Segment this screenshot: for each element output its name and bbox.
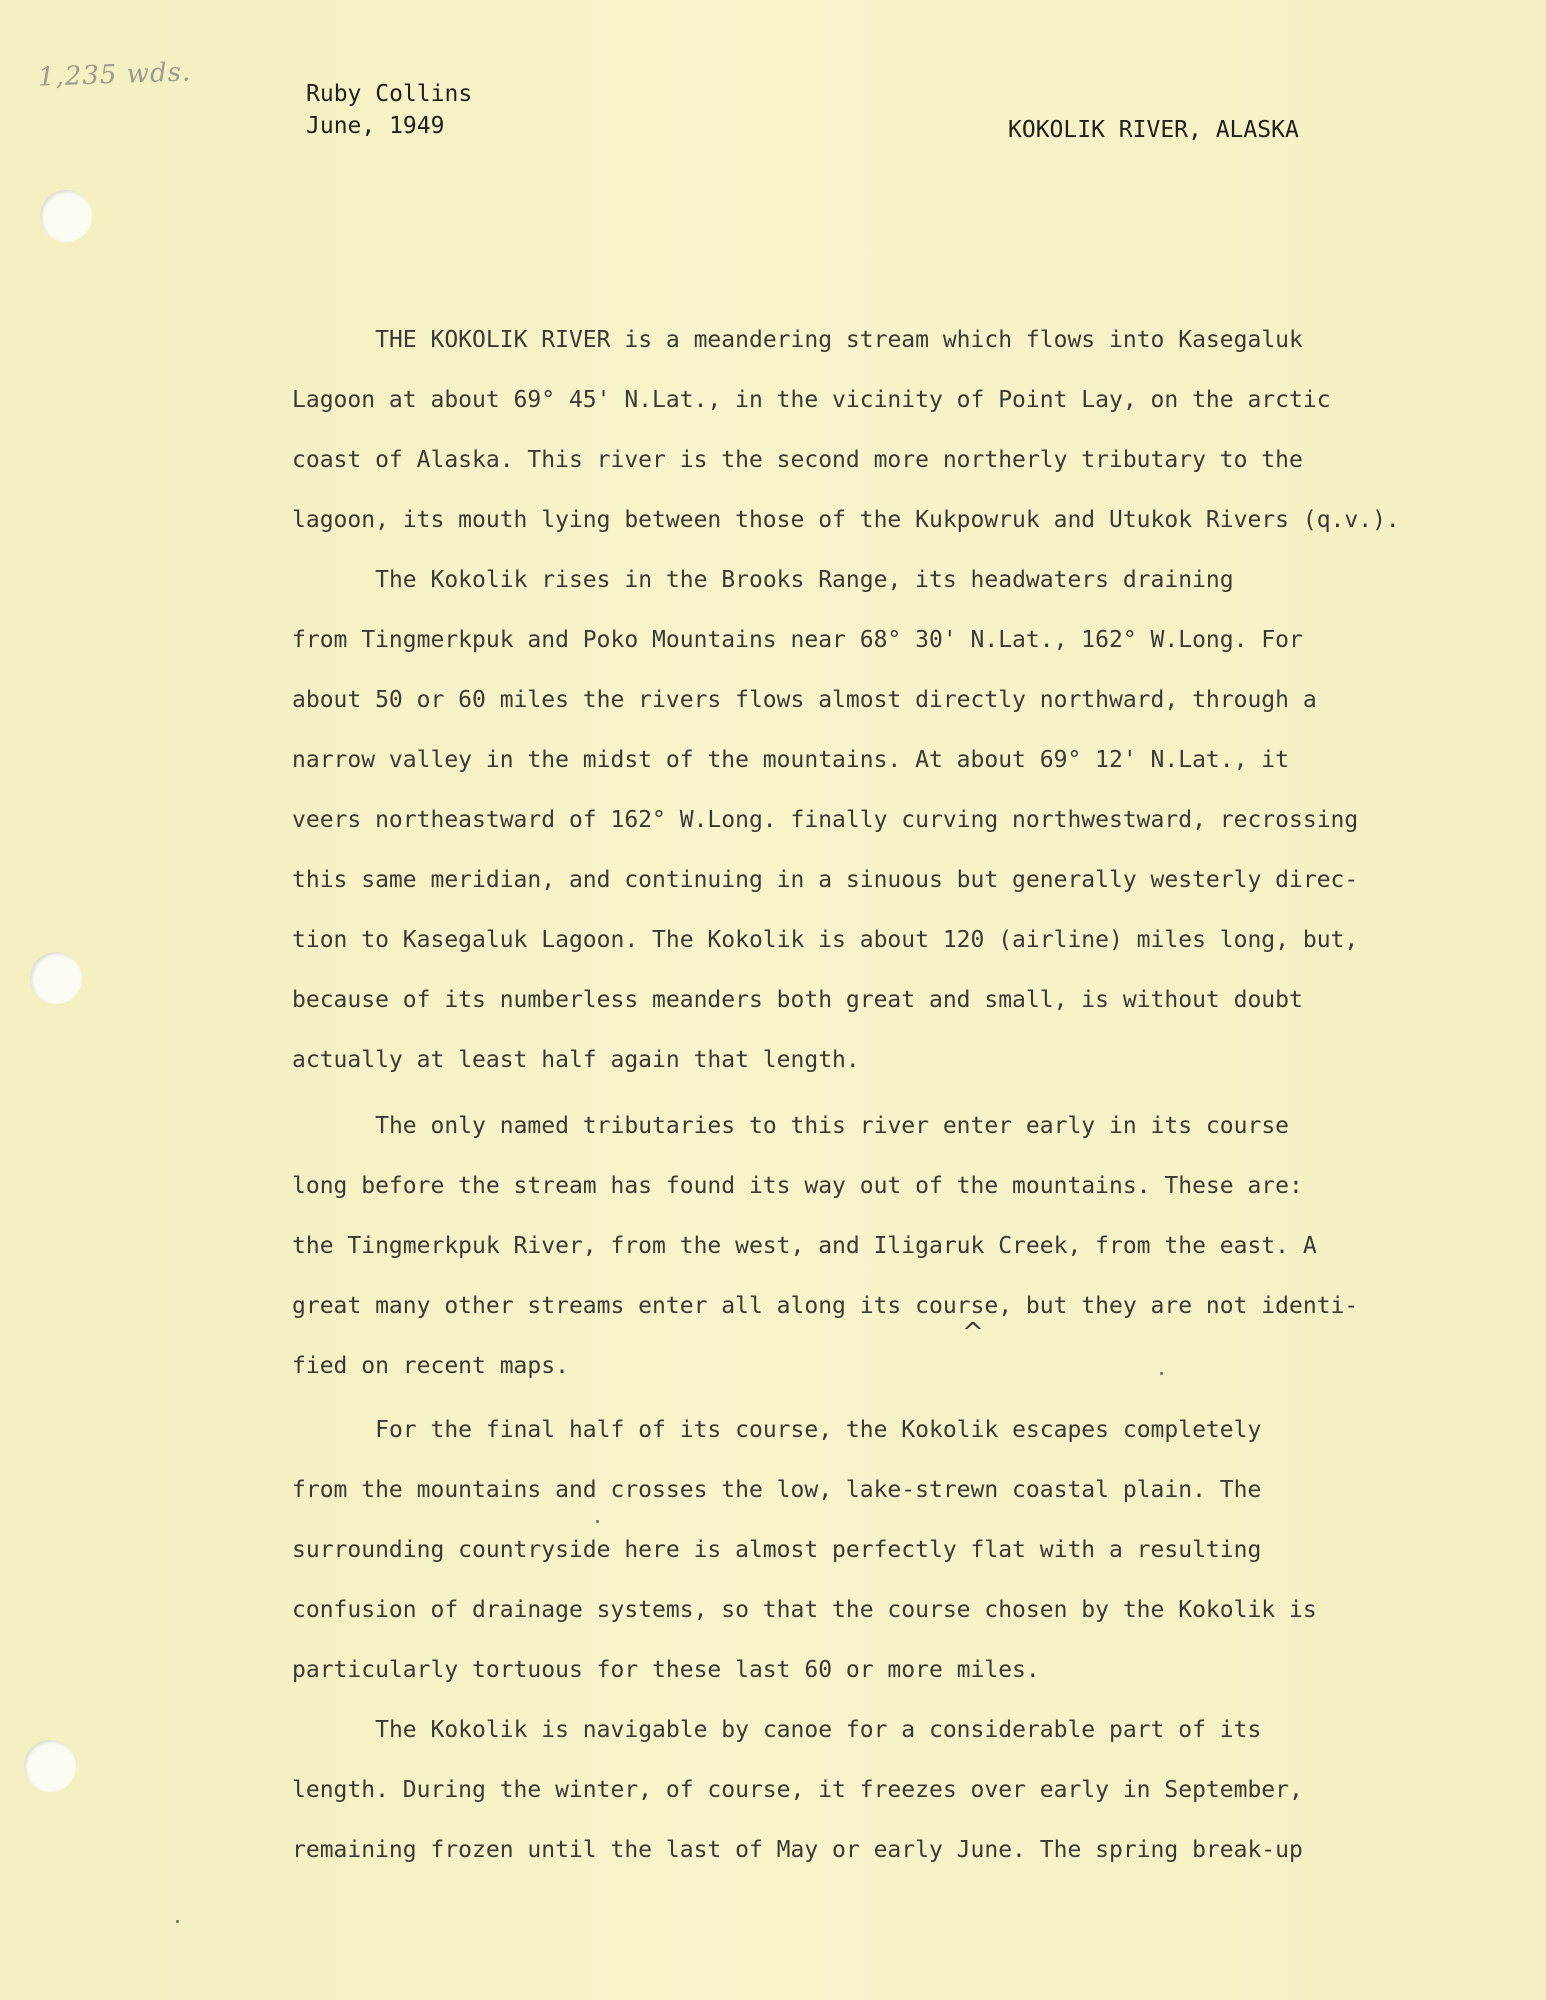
punch-hole-middle <box>30 952 82 1004</box>
paper-speck <box>596 1520 599 1523</box>
paper-speck <box>1160 1372 1163 1375</box>
paragraph-5: The Kokolik is navigable by canoe for a considerable part of its length. During the winter, of course, it freezes over early in September, remaining frozen until the last of May or early June. The spring break-up <box>292 1717 1303 1863</box>
paragraph-1: THE KOKOLIK RIVER is a meandering stream which flows into Kasegaluk Lagoon at about 69° 45' N.Lat., in the vicinity of Point Lay, on the arctic coast of Alaska. This river is the second more northerly tributary to the lagoon, its mouth lying between those of the Kukpowruk and Utukok Rivers (q.v.). <box>292 327 1400 533</box>
paper-speck <box>176 1920 179 1923</box>
insertion-caret-mark: ^ <box>962 1318 984 1348</box>
pencil-word-count: 1,235 wds. <box>37 57 192 93</box>
document-date: June, 1949 <box>306 113 445 139</box>
author-name: Ruby Collins <box>306 81 473 107</box>
paragraph-4: For the final half of its course, the Kokolik escapes completely from the mountains and crosses the low, lake-strewn coastal plain. The surrounding countryside here is almost perfectly flat with a resulting confusion of drainage systems, so that the course chosen by the Kokolik is particularly tortuous for these last 60 or more miles. <box>292 1417 1317 1683</box>
document-title: KOKOLIK RIVER, ALASKA <box>1008 117 1299 143</box>
paragraph-3: The only named tributaries to this river enter early in its course long before the stream has found its way out of the mountains. These are: the Tingmerkpuk River, from the west, and Iligaruk Creek, from the east. A great many other streams enter all along its course, but they are not identi- fied on recent maps. <box>292 1113 1359 1379</box>
punch-hole-top <box>40 190 92 242</box>
punch-hole-bottom <box>24 1740 76 1792</box>
paragraph-2: The Kokolik rises in the Brooks Range, its headwaters draining from Tingmerkpuk and Poko Mountains near 68° 30' N.Lat., 162° W.Long. For about 50 or 60 miles the rivers flows almost directly northward, through a narrow valley in the midst of the mountains. At about 69° 12' N.Lat., it veers northeastward of 162° W.Long. finally curving northwestward, recrossing this same meridian, and continuing in a sinuous but generally westerly direc- tion to Kasegaluk Lagoon. The Kokolik is about 120 (airline) miles long, but, because of its numberless meanders both great and small, is without doubt actually at least half again that length. <box>292 567 1359 1073</box>
